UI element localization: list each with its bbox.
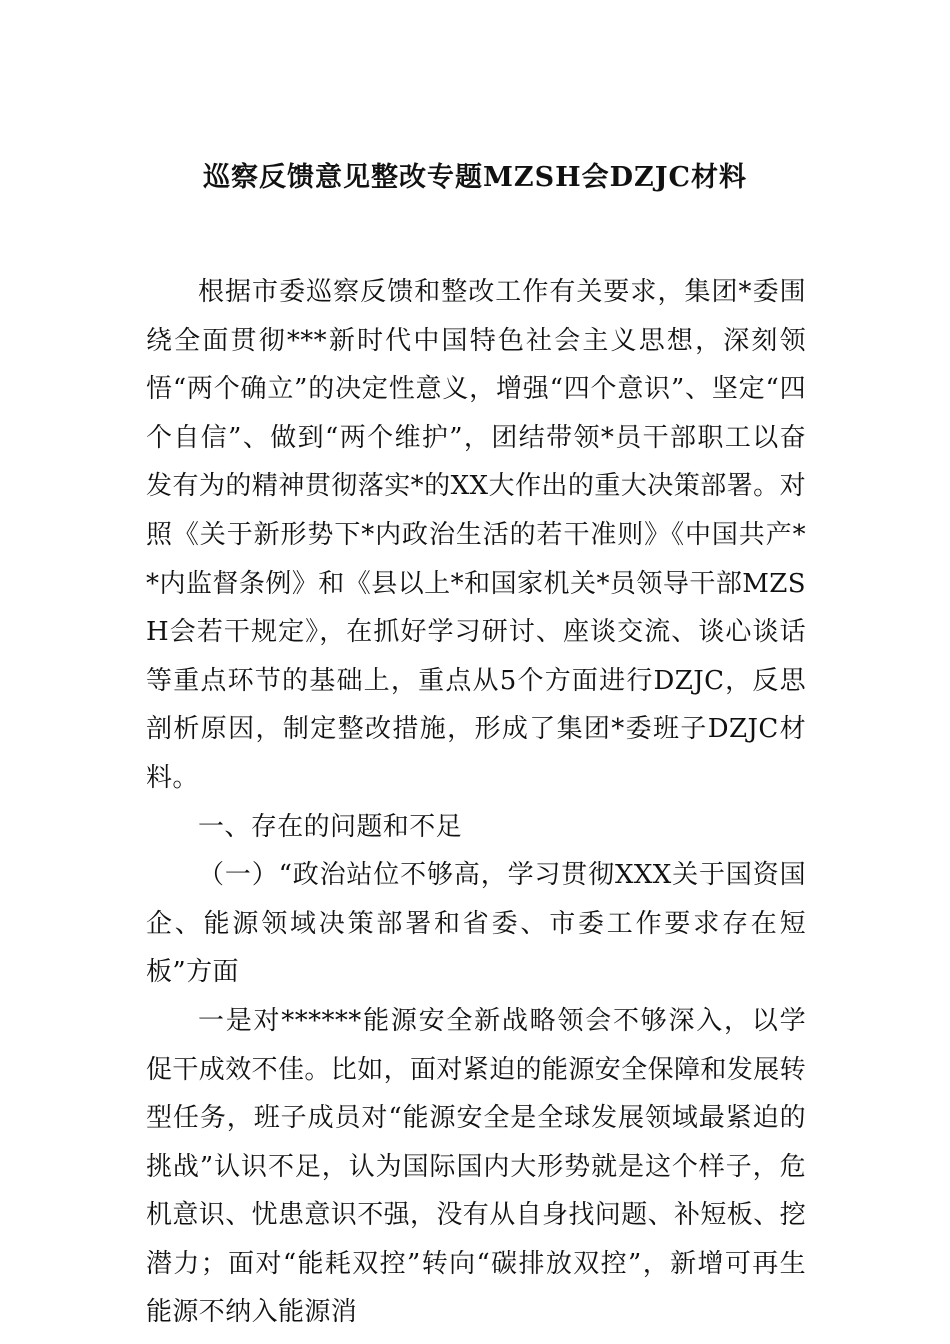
body-paragraph: 一是对******能源安全新战略领会不够深入，以学促干成效不佳。比如，面对紧迫的能源安全保障和发展转型任务，班子成员对“能源安全是全球发展领域最紧迫的挑战”认识不足，认为国际国内大形势就是这个样子，危机意识、忧患意识不强，没有从自身找问题、补短板、挖潜力；面对“能耗双控”转向“碳排放双控”，新增可再生能源不纳入能源消 (146, 1005, 807, 1328)
document-body (146, 268, 806, 1337)
subsection-heading: （一）“政治站位不够高，学习贯彻XXX关于国资国企、能源领域决策部署和省委、市委工作要求存在短板”方面 (146, 860, 806, 988)
intro-paragraph: 根据市委巡察反馈和整改工作有关要求，集团*委围绕全面贯彻***新时代中国特色社会主义思想，深刻领悟“两个确立”的决定性意义，增强“四个意识”、坚定“四个自信”、做到“两个维护”，团结带领*员干部职工以奋发有为的精神贯彻落实*的XX大作出的重大决策部署。对照《关于新形势下*内政治生活的若干准则》《中国共产**内监督条例》和《县以上*和国家机关*员领导干部MZSH会若干规定》，在抓好学习研讨、座谈交流、谈心谈话等重点环节的基础上，重点从5个方面进行DZJC，反思剖析原因，制定整改措施，形成了集团*委班子DZJC材料。 (146, 277, 806, 793)
document-title: 巡察反馈意见整改专题MZSH会DZJC材料 (203, 162, 747, 193)
section-heading: 一、存在的问题和不足 (198, 811, 463, 842)
